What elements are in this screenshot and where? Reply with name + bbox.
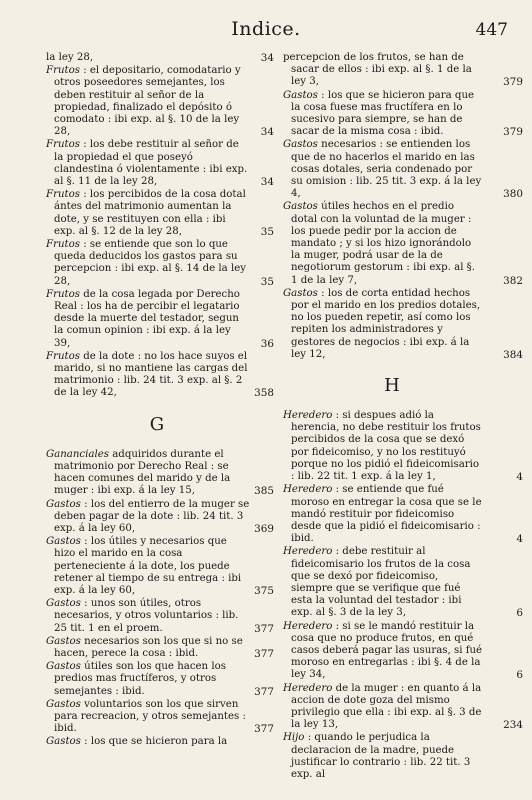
entry-text: percepcion de los frutos, se han de sacar de ellos : ibi exp. al §. 1 de la ley 3,	[283, 52, 472, 88]
entry-page-number: 4	[516, 471, 523, 484]
entry-text: : si despues adió la herencia, no debe restituir los frutos percibidos de la cosa que se dexó por fideicomiso, y no los restituyó porque no los pidió el fideicomisario : lib. 22 tit. 1 exp. á la ley 1,	[291, 410, 481, 483]
index-entry	[283, 546, 523, 620]
right-entries-h	[283, 410, 523, 781]
entry-term: Frutos	[46, 189, 80, 201]
entry-page-number: 377	[254, 685, 274, 698]
index-entry	[46, 736, 268, 748]
entry-text: útiles hechos en el predio dotal con la voluntad de la muger : los puede pedir por la accion de mandato ; y si los hizo ignorándolo la muger, podrá usar de la de negotiorum gestorum : ibi exp. al §. 1 de la ley 7,	[291, 201, 476, 286]
index-entry	[46, 448, 274, 498]
entry-page-number: 380	[503, 188, 523, 201]
entry-page-number: 6	[516, 607, 523, 620]
entry-term: Gastos	[46, 635, 81, 647]
entry-term: Gastos	[46, 736, 81, 748]
index-entry	[46, 288, 274, 350]
entry-term: Frutos	[46, 350, 80, 362]
entry-term: Frutos	[46, 239, 80, 251]
page-header	[0, 8, 532, 44]
entry-text: : los que se hicieron para la	[84, 736, 228, 748]
index-entry	[46, 698, 274, 736]
entry-term: Gananciales	[46, 448, 109, 460]
index-entry	[46, 635, 274, 660]
entry-text: de la dote : no los hace suyos el marido, si no mantiene las cargas del matrimonio : lib. 24 tit. 3 exp. al §. 2 de la ley 42,	[54, 350, 248, 399]
entry-page-number: 379	[503, 126, 523, 139]
entry-page-number: 36	[260, 337, 274, 350]
entry-text: : si se le mandó restituir la cosa que no produce frutos, en qué casos deberá pagar las usuras, si fué moroso en entregarlas : ibi §. 4 de la ley 34,	[291, 620, 483, 681]
entry-term: Gastos	[46, 661, 81, 673]
index-entry	[46, 598, 274, 635]
index-entry	[283, 410, 523, 484]
entry-text: : los útiles y necesarios que hizo el marido en la cosa perteneciente á la dote, los puede retener al tiempo de su entrega : ibi exp. á la ley 60,	[54, 536, 242, 596]
entry-page-number: 234	[503, 719, 523, 732]
index-entry	[46, 189, 274, 238]
entry-page-number: 369	[254, 522, 274, 535]
entry-text: de la muger : en quanto á la accion de dote goza del mismo privilegio que ella : ibi exp. al §. 3 de la ley 13,	[291, 682, 482, 731]
index-entry	[283, 201, 523, 287]
entry-page-number: 34	[260, 126, 274, 139]
entry-page-number: 4	[516, 533, 523, 546]
entry-text: adquiridos durante el matrimonio por Derecho Real : se hacen comunes del marido y de la muger : ibi exp. á la ley 15,	[54, 448, 231, 497]
entry-term: Heredero	[283, 682, 333, 694]
entry-page-number: 377	[254, 622, 274, 635]
entry-term: Heredero	[283, 484, 333, 496]
entry-text: : los de corta entidad hechos por el marido en los predios dotales, no los pueden repetir, así como los repiten los administradores y gestores de negocios : ibi exp. á la ley 12,	[291, 287, 481, 360]
page-number: 447	[475, 20, 508, 40]
entry-term: Hijo	[283, 732, 305, 744]
right-entries-g	[283, 52, 523, 361]
left-column	[46, 52, 274, 750]
entry-term: Gastos	[283, 139, 318, 151]
index-entry	[46, 139, 274, 189]
section-heading-g: G	[149, 413, 165, 435]
entry-text: : unos son útiles, otros necesarios, y otros voluntarios : lib. 25 tit. 1 en el proem.	[54, 598, 239, 634]
index-entry	[283, 682, 523, 732]
entry-text: la ley 28,	[46, 52, 94, 63]
entry-page-number: 34	[260, 176, 274, 189]
index-entry	[46, 536, 274, 597]
index-entry	[46, 52, 274, 64]
entry-page-number: 377	[254, 723, 274, 736]
entry-page-number: 384	[503, 348, 523, 361]
index-entry	[46, 661, 274, 698]
entry-term: Gastos	[46, 498, 81, 510]
entry-text: : los del entierro de la muger se deben pagar de la dote : lib. 24 tit. 3 exp. á la ley 60,	[54, 498, 250, 534]
entry-text: : se entiende que fué moroso en entregar la cosa que se le mandó restituir por fideicomiso desde que la pidió el fideicomisario : ibid.	[291, 484, 482, 545]
index-entry	[46, 65, 274, 139]
entry-page-number: 34	[260, 52, 274, 64]
left-entries-g	[46, 448, 274, 749]
index-entry	[283, 89, 523, 139]
entry-page-number: 35	[260, 275, 274, 288]
index-entry	[283, 52, 523, 89]
entry-text: : debe restituir al fideicomisario los frutos de la cosa que se dexó por fideicomiso, siempre que se verifique que fué esta la voluntad del testador : ibi exp. al §. 3 de la ley 3,	[291, 546, 471, 619]
entry-term: Frutos	[46, 65, 80, 77]
entry-text: : los que se hicieron para que la cosa fuese mas fructífera en lo sucesivo para siempre, se han de sacar de la misma cosa : ibid.	[291, 89, 475, 138]
entry-term: Gastos	[46, 536, 81, 548]
entry-text: voluntarios son los que sirven para recreacion, y otros semejantes : ibid.	[54, 698, 246, 735]
entry-page-number: 6	[516, 669, 523, 682]
index-entry	[283, 732, 501, 781]
entry-term: Heredero	[283, 546, 333, 558]
left-entries-f	[46, 52, 274, 400]
index-entry	[46, 239, 274, 288]
entry-term: Gastos	[46, 698, 81, 710]
entry-page-number: 35	[260, 225, 274, 238]
entry-page-number: 377	[254, 647, 274, 660]
entry-page-number: 382	[503, 274, 523, 287]
index-entry	[283, 139, 523, 201]
index-entry	[283, 484, 523, 546]
entry-text: necesarios son los que si no se hacen, perece la cosa : ibid.	[54, 635, 243, 659]
page-title: Indice.	[231, 18, 301, 40]
entry-term: Gastos	[283, 201, 318, 213]
entry-text: necesarios : se entienden los que de no hacerlos el marido en las cosas dotales, seria condenado por su omision : lib. 25 tit. 3 exp. á la ley 4,	[291, 139, 482, 200]
right-column	[283, 52, 523, 782]
entry-term: Gastos	[46, 598, 81, 610]
index-entry	[283, 287, 523, 361]
entry-text: : los percibidos de la cosa dotal ántes del matrimonio aumentan la dote, y se restituyen con ella : ibi exp. al §. 12 de la ley 28,	[54, 189, 246, 237]
entry-text: : quando le perjudica la declaracion de la madre, puede justificar lo contrario : lib. 22 tit. 3 exp. al	[291, 732, 471, 780]
entry-page-number: 358	[254, 387, 274, 400]
entry-term: Gastos	[283, 287, 318, 299]
section-heading-h: H	[384, 375, 400, 397]
index-entry	[46, 498, 274, 536]
entry-page-number: 375	[254, 584, 274, 597]
entry-page-number: 379	[503, 76, 523, 89]
entry-term: Frutos	[46, 288, 80, 300]
index-entry	[46, 350, 274, 400]
entry-text: : el depositario, comodatario y otros poseedores semejantes, los deben restituir al señor de la propiedad, finalizado el depósito ó comodato : ibi exp. al §. 10 de la ley 28,	[54, 65, 241, 138]
entry-text: : se entiende que son lo que queda deducidos los gastos para su percepcion : ibi exp. al §. 14 de la ley 28,	[54, 239, 247, 287]
entry-term: Heredero	[283, 410, 333, 422]
entry-page-number: 385	[254, 485, 274, 498]
index-entry	[283, 620, 523, 682]
entry-term: Heredero	[283, 620, 333, 632]
entry-text: útiles son los que hacen los predios mas fructíferos, y otros semejantes : ibid.	[54, 661, 226, 697]
entry-text: : los debe restituir al señor de la propiedad el que poseyó clandestina ó violentamente : ibi exp. al §. 11 de la ley 28,	[54, 139, 248, 188]
entry-term: Gastos	[283, 89, 318, 101]
entry-term: Frutos	[46, 139, 80, 151]
entry-text: de la cosa legada por Derecho Real : los ha de percibir el legatario desde la muerte del testador, segun la comun opinion : ibi exp. á la ley 39,	[54, 288, 240, 349]
